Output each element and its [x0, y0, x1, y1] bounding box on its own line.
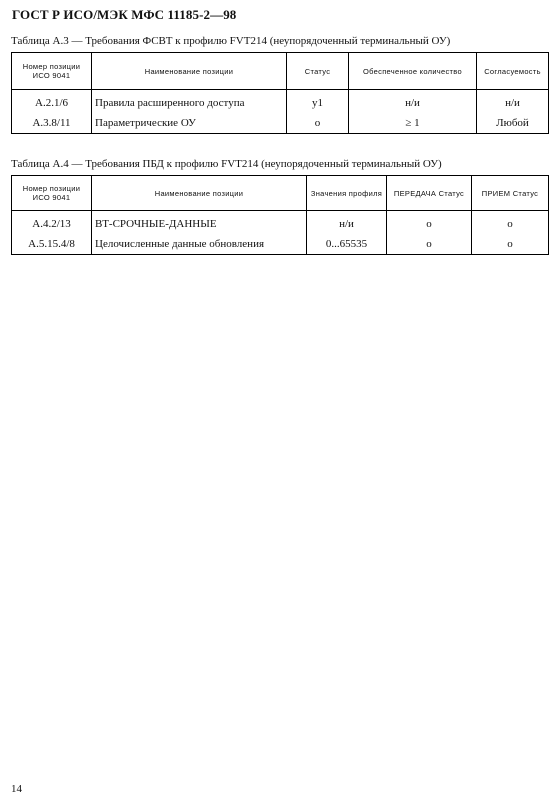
table-a3-caption: Таблица А.3 — Требования ФСВТ к профилю FVT214 (неупорядоченный терминальный ОУ)	[11, 35, 451, 47]
cell-item-number: А.5.15.4/8	[12, 234, 92, 255]
cell-profile-value: н/и	[307, 211, 387, 235]
cell-status: у1	[287, 90, 349, 114]
page-number: 14	[11, 783, 22, 795]
column-header-item-number: Номер позиции ИСО 9041	[12, 53, 92, 90]
table-a3	[11, 52, 549, 134]
table-row	[12, 90, 549, 114]
column-header-item-name: Наименование позиции	[92, 53, 287, 90]
column-header-provided-quantity: Обеспеченное количество	[349, 53, 477, 90]
cell-consistency: Любой	[477, 113, 549, 134]
column-header-item-name: Наименование позиции	[92, 176, 307, 211]
table-header-row	[12, 176, 549, 211]
cell-receive-status: о	[472, 234, 549, 255]
cell-item-number: А.2.1/6	[12, 90, 92, 114]
column-header-item-number: Номер позиции ИСО 9041	[12, 176, 92, 211]
cell-item-number: А.3.8/11	[12, 113, 92, 134]
column-header-profile-values: Значения профиля	[307, 176, 387, 211]
column-header-status: Статус	[287, 53, 349, 90]
document-title: ГОСТ Р ИСО/МЭК МФС 11185-2—98	[12, 7, 237, 22]
table-row	[12, 113, 549, 134]
cell-profile-value: 0...65535	[307, 234, 387, 255]
column-header-receive-status: ПРИЕМ Статус	[472, 176, 549, 211]
table-a4-caption: Таблица А.4 — Требования ПБД к профилю FVT214 (неупорядоченный терминальный ОУ)	[11, 158, 442, 170]
cell-status: о	[287, 113, 349, 134]
column-header-consistency: Согласуемость	[477, 53, 549, 90]
cell-provided-quantity: ≥ 1	[349, 113, 477, 134]
cell-transmit-status: о	[387, 211, 472, 235]
table-header-row	[12, 53, 549, 90]
table-row	[12, 234, 549, 255]
cell-item-name: Параметрические ОУ	[92, 113, 287, 134]
cell-item-number: А.4.2/13	[12, 211, 92, 235]
cell-consistency: н/и	[477, 90, 549, 114]
cell-receive-status: о	[472, 211, 549, 235]
cell-item-name: Правила расширенного доступа	[92, 90, 287, 114]
table-row	[12, 211, 549, 235]
table-a4	[11, 175, 549, 255]
cell-item-name: ВТ-СРОЧНЫЕ-ДАННЫЕ	[92, 211, 307, 235]
cell-provided-quantity: н/и	[349, 90, 477, 114]
column-header-transmit-status: ПЕРЕДАЧА Статус	[387, 176, 472, 211]
cell-item-name: Целочисленные данные обновления	[92, 234, 307, 255]
cell-transmit-status: о	[387, 234, 472, 255]
